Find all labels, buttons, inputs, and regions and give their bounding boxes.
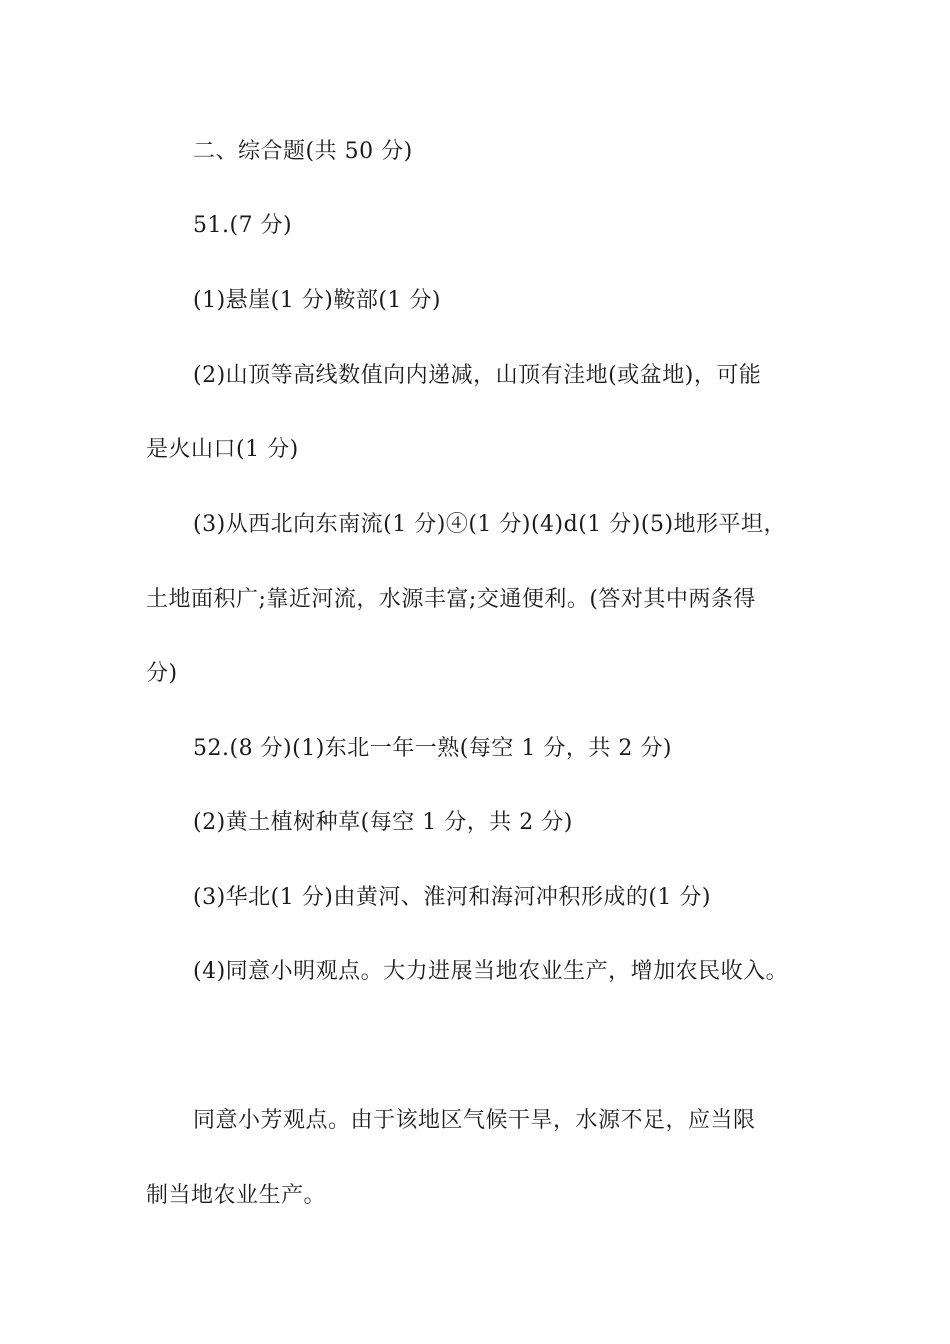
answer-51-3-line3: 分) [146,661,178,686]
answer-51-2-line2: 是火山口(1 分) [146,437,299,462]
answer-52-2: (2)黄土植树种草(每空 1 分，共 2 分) [193,810,573,835]
section-heading: 二、综合题(共 50 分) [193,139,413,164]
answer-52-4-line1: (4)同意小明观点。大力进展当地农业生产，增加农民收入。 [193,959,789,984]
answer-51-1: (1)悬崖(1 分)鞍部(1 分) [193,288,441,313]
question-52-header: 52.(8 分)(1)东北一年一熟(每空 1 分，共 2 分) [193,736,672,761]
question-51-header: 51.(7 分) [193,213,293,238]
answer-52-4-line2: 同意小芳观点。由于该地区气候干旱，水源不足，应当限 [193,1108,756,1133]
answer-52-4-line3: 制当地农业生产。 [146,1183,327,1208]
answer-51-3-line1: (3)从西北向东南流(1 分)④(1 分)(4)d(1 分)(5)地形平坦， [193,512,787,537]
answer-51-3-line2: 土地面积广;靠近河流，水源丰富;交通便利。(答对其中两条得 [146,587,756,612]
answer-52-3: (3)华北(1 分)由黄河、淮河和海河冲积形成的(1 分) [193,885,711,910]
answer-51-2-line1: (2)山顶等高线数值向内递减，山顶有洼地(或盆地)，可能 [193,363,762,388]
